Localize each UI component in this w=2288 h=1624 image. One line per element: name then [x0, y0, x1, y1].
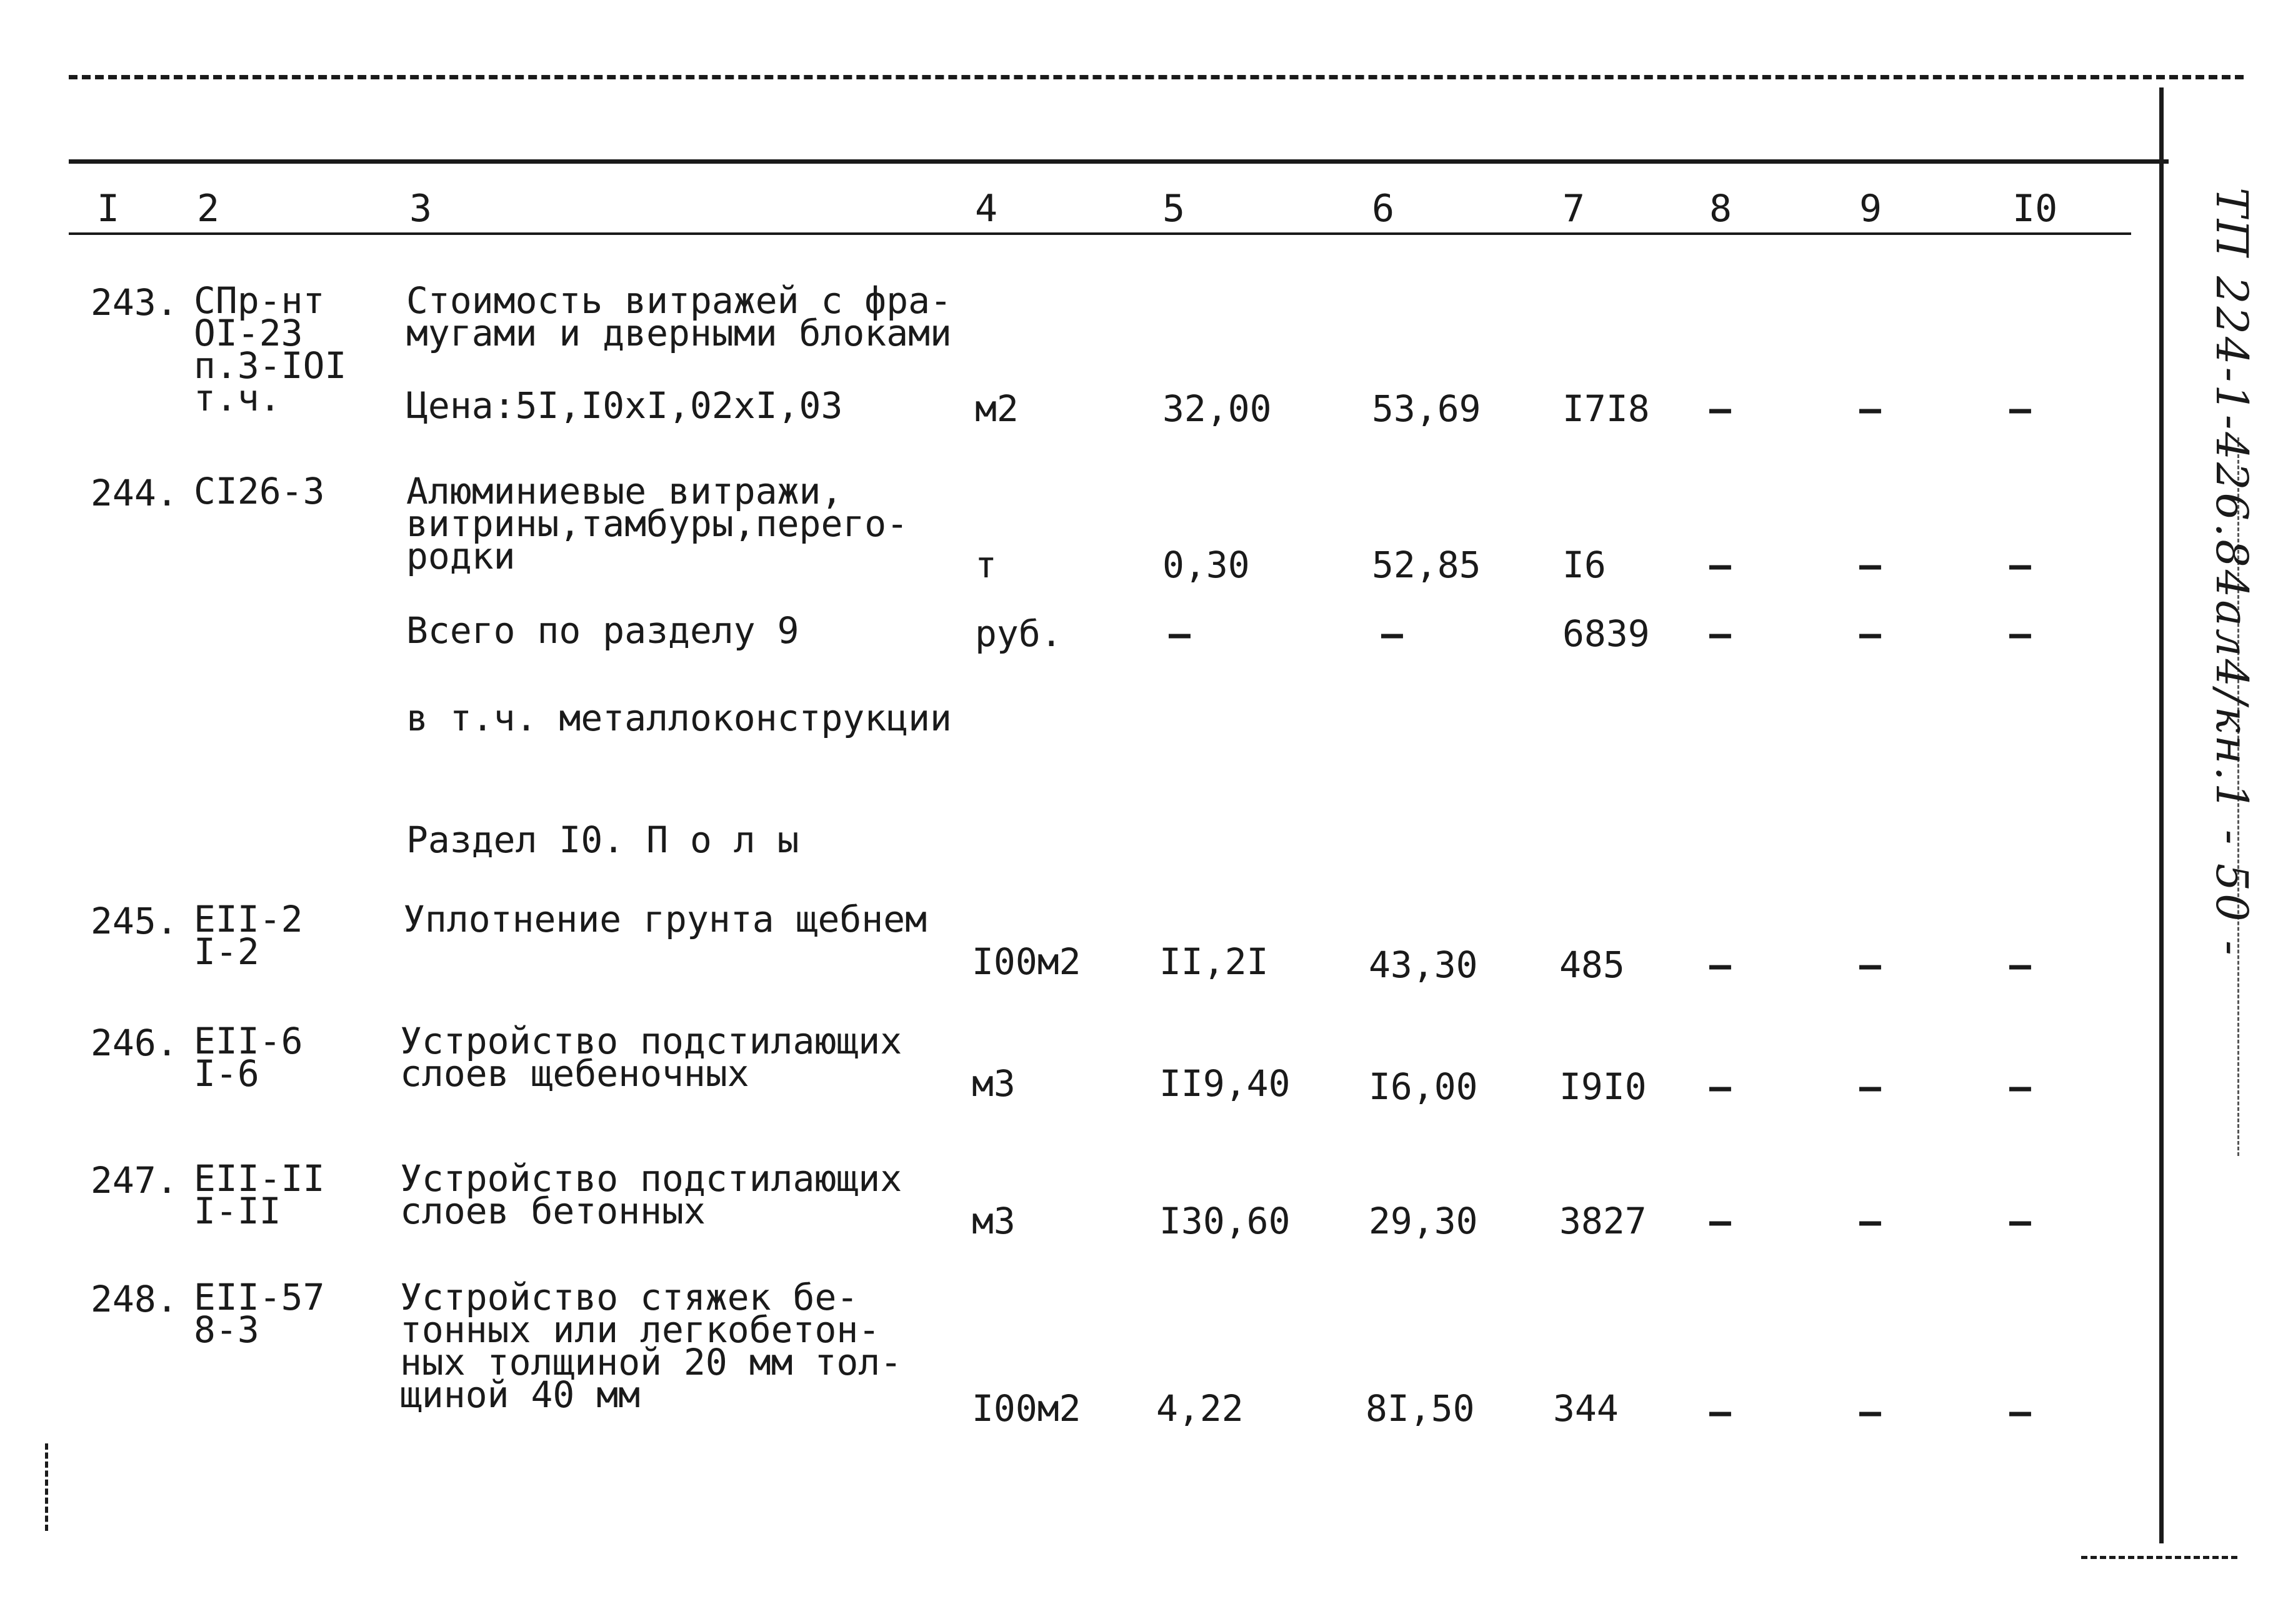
header-col-4: 4	[975, 187, 998, 231]
row-unit: I00м2	[972, 940, 1081, 983]
bottom-right-dash	[2081, 1556, 2237, 1559]
header-col-8: 8	[1709, 187, 1732, 231]
row-total: 3827	[1559, 1200, 1647, 1242]
top-dashed-rule	[69, 75, 2244, 79]
row-code: EII-57 8-3	[194, 1276, 325, 1351]
row-code: СI26-3	[194, 470, 325, 512]
header-col-6: 6	[1372, 187, 1395, 231]
row-description: Алюминиевые витражи, витрины,тамбуры,перего- родки	[406, 470, 909, 577]
row-col-9: –	[1859, 1390, 1881, 1433]
row-description: Устройство подстилающих слоев щебеночных	[400, 1020, 902, 1095]
header-underline	[69, 232, 2131, 235]
row-total: 485	[1559, 944, 1625, 986]
row-unit: м2	[975, 387, 1019, 430]
right-border-line	[2159, 87, 2164, 1543]
row-description: Устройство стяжек бе- тонных или легкобетон- ных толщиной 20 мм тол- щиной 40 мм	[400, 1276, 902, 1416]
row-col-10: –	[2009, 387, 2031, 430]
row-col-8: –	[1709, 387, 1731, 430]
row-quantity: 4,22	[1156, 1387, 1244, 1430]
header-col-9: 9	[1859, 187, 1882, 231]
row-total: I9I0	[1559, 1065, 1647, 1108]
row-number: 246.	[91, 1022, 178, 1064]
row-col-8: –	[1709, 612, 1731, 655]
header-col-1: I	[97, 187, 120, 231]
row-code: EII-II I-II	[194, 1157, 325, 1232]
header-col-7: 7	[1562, 187, 1586, 231]
row-unit-cost: 29,30	[1369, 1200, 1478, 1242]
row-total: 344	[1553, 1387, 1619, 1430]
row-total: I6	[1562, 544, 1606, 586]
row-description: Стоимость витражей с фра- мугами и дверными блоками	[406, 279, 952, 354]
row-unit: т	[975, 544, 997, 586]
row-col-10: –	[2009, 612, 2031, 655]
row-quantity: –	[1169, 612, 1191, 655]
row-col-10: –	[2009, 1065, 2031, 1108]
row-col-9: –	[1859, 544, 1881, 586]
row-unit-cost: I6,00	[1369, 1065, 1478, 1108]
row-code: СПр-нт ОI-23 п.3-IOI т.ч.	[194, 279, 347, 419]
left-margin-marks	[45, 1443, 48, 1531]
table-top-rule	[69, 159, 2169, 164]
row-total: I7I8	[1562, 387, 1650, 430]
row-unit-cost: 52,85	[1372, 544, 1481, 586]
row-col-9: –	[1859, 612, 1881, 655]
row-col-8: –	[1709, 1390, 1731, 1433]
row-unit: руб.	[975, 612, 1062, 655]
row-col-10: –	[2009, 544, 2031, 586]
row-col-8: –	[1709, 1200, 1731, 1242]
row-total: 6839	[1562, 612, 1650, 655]
row-code: EII-6 I-6	[194, 1020, 303, 1095]
row-unit: м3	[972, 1200, 1016, 1242]
row-col-9: –	[1859, 387, 1881, 430]
row-col-10: –	[2009, 1390, 2031, 1433]
row-quantity: 0,30	[1162, 544, 1250, 586]
row-number: 244.	[91, 472, 178, 514]
row-price-formula: Цена:5I,I0xI,02xI,03	[406, 384, 843, 427]
row-col-9: –	[1859, 1200, 1881, 1242]
row-number: 245.	[91, 900, 178, 942]
row-number: 248.	[91, 1278, 178, 1320]
row-quantity: 32,00	[1162, 387, 1272, 430]
header-col-2: 2	[197, 187, 220, 231]
row-description: Уплотнение грунта щебнем	[403, 898, 927, 940]
header-col-5: 5	[1162, 187, 1186, 231]
row-col-9: –	[1859, 944, 1881, 986]
header-col-10: I0	[2012, 187, 2058, 231]
row-col-9: –	[1859, 1065, 1881, 1108]
row-col-8: –	[1709, 944, 1731, 986]
row-description: Устройство подстилающих слоев бетонных	[400, 1157, 902, 1232]
row-unit-cost: 8I,50	[1366, 1387, 1475, 1430]
header-col-3: 3	[409, 187, 432, 231]
row-code: EII-2 I-2	[194, 898, 303, 973]
side-document-code: ТП 224-1-426.84ал4/кн.1 - 50 -	[2206, 187, 2257, 958]
row-col-10: –	[2009, 1200, 2031, 1242]
section-total-label: Всего по разделу 9	[406, 609, 799, 652]
row-number: 247.	[91, 1159, 178, 1202]
row-quantity: II,2I	[1159, 940, 1269, 983]
row-unit-cost: 43,30	[1369, 944, 1478, 986]
section-heading: Раздел I0. П о л ы	[406, 819, 799, 861]
row-col-8: –	[1709, 544, 1731, 586]
row-col-10: –	[2009, 944, 2031, 986]
row-number: 243.	[91, 281, 178, 324]
subtotal-note: в т.ч. металлоконструкции	[406, 697, 952, 739]
row-quantity: I30,60	[1159, 1200, 1291, 1242]
row-unit-cost: 53,69	[1372, 387, 1481, 430]
row-unit-cost: –	[1381, 612, 1403, 655]
row-quantity: II9,40	[1159, 1062, 1291, 1105]
row-col-8: –	[1709, 1065, 1731, 1108]
row-unit: м3	[972, 1062, 1016, 1105]
row-unit: I00м2	[972, 1387, 1081, 1430]
